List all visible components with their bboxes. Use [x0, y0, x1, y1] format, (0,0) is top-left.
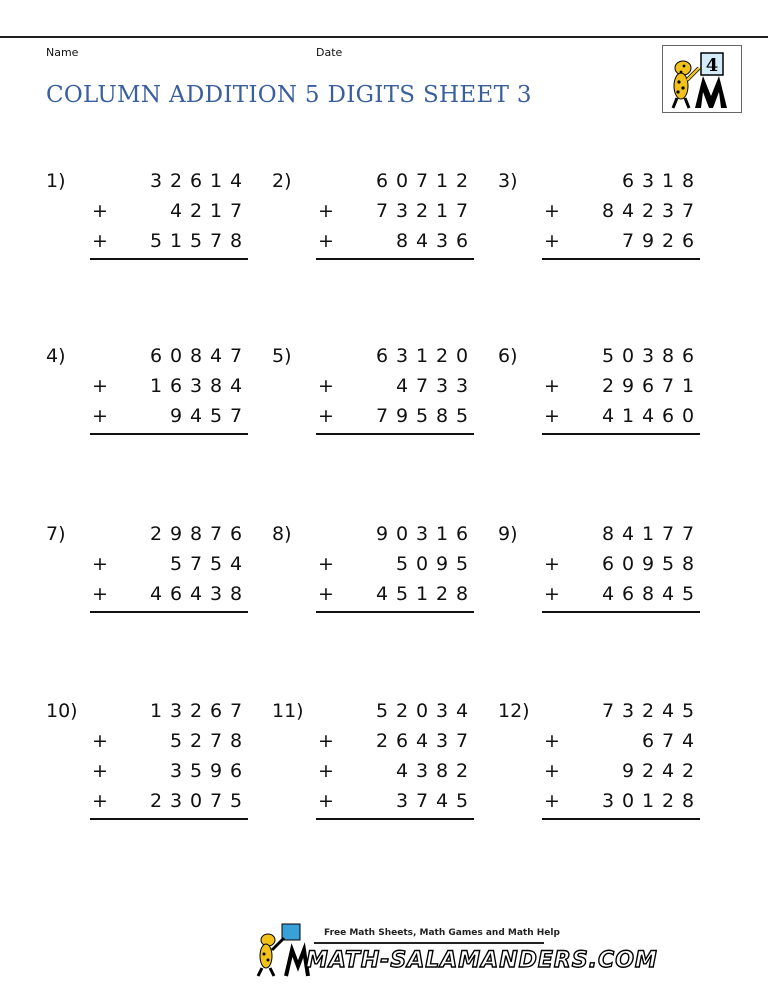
digit: 3 [435, 700, 449, 722]
digit: 3 [641, 170, 655, 192]
plus-sign: + [318, 760, 334, 782]
digit: 4 [435, 790, 449, 812]
answer-line [542, 611, 700, 613]
digit: 9 [395, 405, 409, 427]
addend-row [542, 553, 698, 583]
answer-line [90, 611, 248, 613]
digit: 4 [641, 405, 655, 427]
answer-line [90, 433, 248, 435]
digit: 5 [661, 553, 675, 575]
digit: 5 [209, 405, 223, 427]
digit: 0 [169, 345, 183, 367]
problem-5 [272, 345, 482, 475]
footer-salamander-icon [250, 920, 310, 978]
digit: 4 [621, 200, 635, 222]
plus-sign: + [92, 760, 108, 782]
plus-sign: + [318, 200, 334, 222]
digit: 9 [621, 760, 635, 782]
digit: 3 [395, 200, 409, 222]
digit: 1 [209, 200, 223, 222]
plus-sign: + [92, 230, 108, 252]
digit: 2 [189, 730, 203, 752]
digit: 8 [189, 345, 203, 367]
digit: 1 [209, 170, 223, 192]
digit: 8 [229, 583, 243, 605]
digit: 0 [621, 790, 635, 812]
digit: 6 [601, 553, 615, 575]
digit: 7 [209, 730, 223, 752]
answer-line [316, 258, 474, 260]
digit: 7 [681, 200, 695, 222]
problem-10 [46, 700, 256, 830]
addend-row [542, 230, 698, 260]
digit: 0 [395, 170, 409, 192]
plus-sign: + [92, 583, 108, 605]
digit: 4 [661, 760, 675, 782]
digit: 9 [209, 760, 223, 782]
problem-number: 2) [272, 170, 292, 192]
problem-8 [272, 523, 482, 653]
digit: 8 [601, 523, 615, 545]
digit: 7 [229, 700, 243, 722]
digit: 8 [209, 375, 223, 397]
addend-row [542, 200, 698, 230]
footer-logo [250, 920, 658, 978]
digit: 7 [209, 790, 223, 812]
digit: 3 [435, 230, 449, 252]
digit: 6 [209, 700, 223, 722]
addend-row [90, 200, 246, 230]
plus-sign: + [544, 375, 560, 397]
digit: 3 [415, 523, 429, 545]
digit: 2 [435, 345, 449, 367]
problem-3 [498, 170, 708, 300]
digit: 5 [415, 405, 429, 427]
digit: 9 [435, 553, 449, 575]
digit: 2 [395, 700, 409, 722]
digit: 2 [661, 230, 675, 252]
addend-row [90, 523, 246, 553]
digit: 8 [189, 523, 203, 545]
digit: 7 [415, 170, 429, 192]
digit: 2 [189, 200, 203, 222]
digit: 8 [435, 405, 449, 427]
digit: 7 [209, 523, 223, 545]
plus-sign: + [318, 230, 334, 252]
digit: 2 [661, 790, 675, 812]
digit: 7 [455, 730, 469, 752]
digit: 8 [229, 230, 243, 252]
digit: 9 [375, 523, 389, 545]
plus-sign: + [92, 790, 108, 812]
plus-sign: + [318, 405, 334, 427]
plus-sign: + [544, 790, 560, 812]
digit: 7 [661, 523, 675, 545]
digit: 4 [375, 583, 389, 605]
digit: 5 [149, 230, 163, 252]
digit: 2 [189, 700, 203, 722]
digit: 7 [661, 730, 675, 752]
digit: 3 [209, 583, 223, 605]
worksheet-title: COLUMN ADDITION 5 DIGITS SHEET 3 [46, 82, 532, 108]
addend-row [90, 375, 246, 405]
problem-6 [498, 345, 708, 475]
problem-4 [46, 345, 256, 475]
plus-sign: + [318, 730, 334, 752]
plus-sign: + [544, 405, 560, 427]
digit: 5 [189, 230, 203, 252]
digit: 5 [601, 345, 615, 367]
digit: 4 [189, 405, 203, 427]
answer-line [542, 258, 700, 260]
addend-row [542, 583, 698, 613]
addend-row [90, 730, 246, 760]
digit: 6 [229, 523, 243, 545]
digit: 3 [661, 200, 675, 222]
addend-row [542, 730, 698, 760]
digit: 4 [601, 405, 615, 427]
plus-sign: + [544, 730, 560, 752]
problem-number: 12) [498, 700, 530, 722]
digit: 8 [681, 553, 695, 575]
footer-brand: MATH-SALAMANDERS.COM [306, 948, 658, 973]
digit: 6 [681, 230, 695, 252]
digit: 8 [681, 170, 695, 192]
digit: 4 [415, 730, 429, 752]
plus-sign: + [92, 405, 108, 427]
addend-row [316, 170, 472, 200]
digit: 6 [621, 170, 635, 192]
digit: 7 [189, 553, 203, 575]
answer-line [316, 611, 474, 613]
digit: 5 [375, 700, 389, 722]
digit: 4 [189, 583, 203, 605]
digit: 4 [169, 200, 183, 222]
digit: 2 [641, 700, 655, 722]
digit: 8 [601, 200, 615, 222]
digit: 0 [621, 553, 635, 575]
digit: 2 [681, 760, 695, 782]
digit: 4 [229, 170, 243, 192]
digit: 2 [455, 760, 469, 782]
digit: 5 [455, 553, 469, 575]
addend-row [542, 700, 698, 730]
addend-row [316, 200, 472, 230]
digit: 0 [681, 405, 695, 427]
digit: 3 [455, 375, 469, 397]
digit: 3 [415, 760, 429, 782]
digit: 7 [601, 700, 615, 722]
digit: 7 [621, 230, 635, 252]
digit: 0 [455, 345, 469, 367]
digit: 5 [455, 405, 469, 427]
top-rule [0, 36, 768, 38]
plus-sign: + [92, 375, 108, 397]
digit: 0 [415, 553, 429, 575]
plus-sign: + [92, 553, 108, 575]
digit: 8 [455, 583, 469, 605]
digit: 7 [455, 200, 469, 222]
plus-sign: + [544, 230, 560, 252]
digit: 0 [189, 790, 203, 812]
digit: 3 [395, 790, 409, 812]
answer-line [90, 818, 248, 820]
addend-row [542, 523, 698, 553]
digit: 3 [169, 790, 183, 812]
digit: 2 [375, 730, 389, 752]
addend-row [316, 730, 472, 760]
digit: 6 [455, 523, 469, 545]
digit: 6 [621, 583, 635, 605]
problem-2 [272, 170, 482, 300]
plus-sign: + [92, 730, 108, 752]
problem-11 [272, 700, 482, 830]
addend-row [90, 700, 246, 730]
plus-sign: + [318, 553, 334, 575]
digit: 4 [229, 553, 243, 575]
digit: 0 [621, 345, 635, 367]
plus-sign: + [318, 583, 334, 605]
digit: 2 [641, 760, 655, 782]
problem-number: 6) [498, 345, 518, 367]
problem-12 [498, 700, 708, 830]
date-label: Date [316, 46, 343, 59]
digit: 6 [375, 345, 389, 367]
digit: 0 [415, 700, 429, 722]
digit: 1 [415, 583, 429, 605]
digit: 6 [189, 170, 203, 192]
addend-row [90, 345, 246, 375]
footer-tagline: Free Math Sheets, Math Games and Math Help [324, 928, 560, 938]
digit: 1 [435, 170, 449, 192]
digit: 1 [149, 375, 163, 397]
digit: 1 [415, 345, 429, 367]
digit: 4 [661, 700, 675, 722]
digit: 9 [641, 553, 655, 575]
problem-number: 8) [272, 523, 292, 545]
digit: 2 [149, 523, 163, 545]
plus-sign: + [544, 760, 560, 782]
digit: 6 [681, 345, 695, 367]
addend-row [316, 523, 472, 553]
digit: 1 [661, 170, 675, 192]
digit: 9 [621, 375, 635, 397]
digit: 3 [189, 375, 203, 397]
problem-number: 5) [272, 345, 292, 367]
answer-line [316, 818, 474, 820]
digit: 7 [375, 200, 389, 222]
digit: 3 [601, 790, 615, 812]
digit: 8 [641, 583, 655, 605]
digit: 6 [661, 405, 675, 427]
digit: 6 [149, 345, 163, 367]
digit: 2 [601, 375, 615, 397]
digit: 2 [169, 170, 183, 192]
addend-row [542, 375, 698, 405]
digit: 0 [395, 523, 409, 545]
addend-row [316, 345, 472, 375]
digit: 7 [229, 345, 243, 367]
digit: 4 [395, 375, 409, 397]
digit: 4 [229, 375, 243, 397]
addend-row [542, 760, 698, 790]
digit: 1 [621, 405, 635, 427]
digit: 4 [601, 583, 615, 605]
answer-line [316, 433, 474, 435]
footer-rule [314, 942, 544, 944]
addend-row [90, 583, 246, 613]
digit: 7 [415, 375, 429, 397]
answer-line [90, 258, 248, 260]
digit: 8 [661, 345, 675, 367]
digit: 4 [209, 345, 223, 367]
digit: 4 [455, 700, 469, 722]
digit: 6 [395, 730, 409, 752]
digit: 4 [681, 730, 695, 752]
digit: 5 [209, 553, 223, 575]
digit: 3 [169, 760, 183, 782]
digit: 7 [229, 405, 243, 427]
digit: 3 [395, 345, 409, 367]
digit: 7 [681, 523, 695, 545]
digit: 6 [641, 375, 655, 397]
addend-row [316, 553, 472, 583]
digit: 4 [395, 760, 409, 782]
digit: 9 [169, 523, 183, 545]
plus-sign: + [544, 553, 560, 575]
digit: 1 [641, 790, 655, 812]
digit: 1 [641, 523, 655, 545]
digit: 5 [395, 553, 409, 575]
grade-logo [662, 45, 742, 113]
problem-number: 4) [46, 345, 66, 367]
digit: 5 [169, 730, 183, 752]
digit: 5 [395, 583, 409, 605]
digit: 5 [169, 553, 183, 575]
problem-number: 3) [498, 170, 518, 192]
digit: 4 [415, 230, 429, 252]
plus-sign: + [92, 200, 108, 222]
problem-1 [46, 170, 256, 300]
addend-row [316, 583, 472, 613]
digit: 5 [681, 583, 695, 605]
digit: 4 [149, 583, 163, 605]
digit: 3 [169, 700, 183, 722]
addend-row [316, 700, 472, 730]
plus-sign: + [318, 375, 334, 397]
digit: 3 [149, 170, 163, 192]
digit: 8 [681, 790, 695, 812]
addend-row [90, 230, 246, 260]
digit: 7 [375, 405, 389, 427]
answer-line [542, 433, 700, 435]
digit: 3 [435, 375, 449, 397]
digit: 7 [209, 230, 223, 252]
addend-row [90, 405, 246, 435]
problem-number: 1) [46, 170, 66, 192]
digit: 3 [641, 345, 655, 367]
digit: 6 [169, 375, 183, 397]
digit: 9 [169, 405, 183, 427]
addend-row [542, 790, 698, 820]
digit: 1 [435, 200, 449, 222]
digit: 6 [229, 760, 243, 782]
digit: 9 [641, 230, 655, 252]
digit: 6 [641, 730, 655, 752]
digit: 2 [415, 200, 429, 222]
addend-row [542, 170, 698, 200]
digit: 7 [229, 200, 243, 222]
digit: 1 [681, 375, 695, 397]
digit: 8 [229, 730, 243, 752]
digit: 5 [681, 700, 695, 722]
plus-sign: + [544, 200, 560, 222]
svg-text:4: 4 [705, 55, 719, 76]
digit: 5 [455, 790, 469, 812]
addend-row [90, 760, 246, 790]
digit: 2 [149, 790, 163, 812]
digit: 8 [435, 760, 449, 782]
digit: 4 [621, 523, 635, 545]
digit: 6 [455, 230, 469, 252]
addend-row [316, 375, 472, 405]
answer-line [542, 818, 700, 820]
digit: 5 [189, 760, 203, 782]
addend-row [542, 345, 698, 375]
digit: 7 [661, 375, 675, 397]
digit: 2 [455, 170, 469, 192]
addend-row [90, 553, 246, 583]
problem-7 [46, 523, 256, 653]
digit: 1 [169, 230, 183, 252]
digit: 5 [229, 790, 243, 812]
digit: 4 [661, 583, 675, 605]
digit: 8 [395, 230, 409, 252]
digit: 1 [149, 700, 163, 722]
salamander-icon [663, 46, 741, 112]
addend-row [542, 405, 698, 435]
problem-9 [498, 523, 708, 653]
addend-row [316, 760, 472, 790]
plus-sign: + [544, 583, 560, 605]
digit: 1 [435, 523, 449, 545]
digit: 2 [435, 583, 449, 605]
digit: 6 [375, 170, 389, 192]
addend-row [90, 170, 246, 200]
digit: 3 [621, 700, 635, 722]
problem-number: 10) [46, 700, 78, 722]
problem-number: 11) [272, 700, 304, 722]
problem-number: 7) [46, 523, 66, 545]
digit: 6 [169, 583, 183, 605]
addend-row [316, 230, 472, 260]
digit: 2 [641, 200, 655, 222]
addend-row [90, 790, 246, 820]
addend-row [316, 790, 472, 820]
name-label: Name [46, 46, 79, 59]
addend-row [316, 405, 472, 435]
digit: 7 [415, 790, 429, 812]
problem-number: 9) [498, 523, 518, 545]
digit: 3 [435, 730, 449, 752]
plus-sign: + [318, 790, 334, 812]
